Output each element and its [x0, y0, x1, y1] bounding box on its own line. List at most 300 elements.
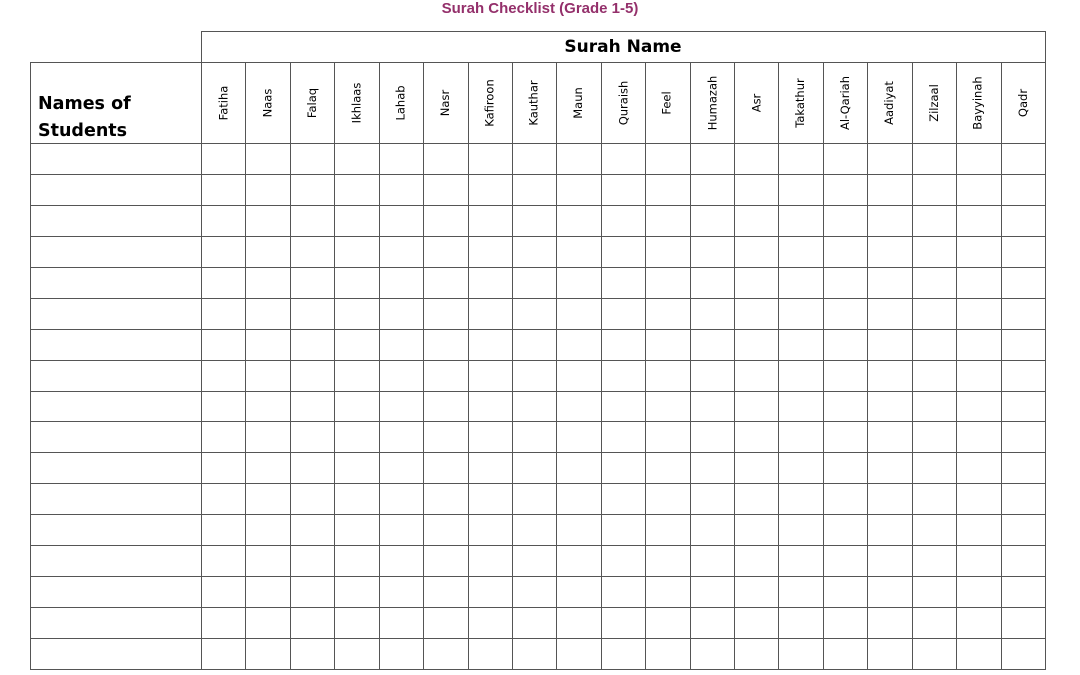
checklist-cell[interactable] — [201, 267, 245, 298]
checklist-cell[interactable] — [912, 236, 956, 267]
checklist-cell[interactable] — [778, 483, 823, 514]
checklist-cell[interactable] — [867, 514, 912, 545]
checklist-cell[interactable] — [245, 421, 290, 452]
checklist-cell[interactable] — [645, 483, 690, 514]
checklist-cell[interactable] — [734, 576, 778, 607]
checklist-cell[interactable] — [956, 174, 1001, 205]
checklist-cell[interactable] — [556, 545, 601, 576]
checklist-cell[interactable] — [645, 174, 690, 205]
checklist-cell[interactable] — [468, 205, 512, 236]
checklist-cell[interactable] — [690, 514, 734, 545]
checklist-cell[interactable] — [423, 607, 468, 638]
checklist-cell[interactable] — [956, 545, 1001, 576]
checklist-cell[interactable] — [867, 267, 912, 298]
checklist-cell[interactable] — [912, 267, 956, 298]
checklist-cell[interactable] — [601, 452, 645, 483]
checklist-cell[interactable] — [201, 483, 245, 514]
checklist-cell[interactable] — [778, 421, 823, 452]
checklist-cell[interactable] — [645, 514, 690, 545]
checklist-cell[interactable] — [556, 452, 601, 483]
checklist-cell[interactable] — [290, 638, 334, 669]
checklist-cell[interactable] — [734, 607, 778, 638]
checklist-cell[interactable] — [912, 638, 956, 669]
checklist-cell[interactable] — [379, 236, 423, 267]
checklist-cell[interactable] — [201, 514, 245, 545]
checklist-cell[interactable] — [912, 298, 956, 329]
checklist-cell[interactable] — [734, 298, 778, 329]
checklist-cell[interactable] — [512, 174, 556, 205]
checklist-cell[interactable] — [201, 174, 245, 205]
student-name-cell[interactable] — [30, 236, 201, 267]
checklist-cell[interactable] — [468, 329, 512, 360]
checklist-cell[interactable] — [778, 607, 823, 638]
student-name-cell[interactable] — [30, 607, 201, 638]
checklist-cell[interactable] — [468, 545, 512, 576]
checklist-cell[interactable] — [245, 267, 290, 298]
checklist-cell[interactable] — [290, 391, 334, 421]
checklist-cell[interactable] — [201, 545, 245, 576]
checklist-cell[interactable] — [690, 298, 734, 329]
checklist-cell[interactable] — [601, 298, 645, 329]
checklist-cell[interactable] — [468, 174, 512, 205]
checklist-cell[interactable] — [245, 391, 290, 421]
checklist-cell[interactable] — [867, 360, 912, 391]
checklist-cell[interactable] — [512, 205, 556, 236]
checklist-cell[interactable] — [201, 607, 245, 638]
student-name-cell[interactable] — [30, 329, 201, 360]
checklist-cell[interactable] — [1001, 576, 1045, 607]
checklist-cell[interactable] — [556, 205, 601, 236]
checklist-cell[interactable] — [867, 391, 912, 421]
checklist-cell[interactable] — [1001, 298, 1045, 329]
checklist-cell[interactable] — [556, 638, 601, 669]
checklist-cell[interactable] — [956, 236, 1001, 267]
checklist-cell[interactable] — [379, 576, 423, 607]
checklist-cell[interactable] — [245, 452, 290, 483]
checklist-cell[interactable] — [512, 545, 556, 576]
checklist-cell[interactable] — [290, 329, 334, 360]
checklist-cell[interactable] — [245, 174, 290, 205]
checklist-cell[interactable] — [468, 236, 512, 267]
checklist-cell[interactable] — [690, 329, 734, 360]
checklist-cell[interactable] — [645, 576, 690, 607]
checklist-cell[interactable] — [867, 607, 912, 638]
checklist-cell[interactable] — [912, 360, 956, 391]
checklist-cell[interactable] — [778, 452, 823, 483]
checklist-cell[interactable] — [423, 421, 468, 452]
checklist-cell[interactable] — [690, 360, 734, 391]
checklist-cell[interactable] — [1001, 638, 1045, 669]
checklist-cell[interactable] — [645, 298, 690, 329]
checklist-cell[interactable] — [468, 514, 512, 545]
checklist-cell[interactable] — [379, 205, 423, 236]
checklist-cell[interactable] — [956, 205, 1001, 236]
checklist-cell[interactable] — [556, 236, 601, 267]
checklist-cell[interactable] — [956, 298, 1001, 329]
checklist-cell[interactable] — [645, 638, 690, 669]
checklist-cell[interactable] — [290, 174, 334, 205]
checklist-cell[interactable] — [468, 143, 512, 174]
student-name-cell[interactable] — [30, 452, 201, 483]
checklist-cell[interactable] — [867, 298, 912, 329]
checklist-cell[interactable] — [556, 421, 601, 452]
checklist-cell[interactable] — [734, 514, 778, 545]
checklist-cell[interactable] — [601, 236, 645, 267]
checklist-cell[interactable] — [601, 205, 645, 236]
checklist-cell[interactable] — [334, 391, 379, 421]
checklist-cell[interactable] — [379, 483, 423, 514]
checklist-cell[interactable] — [556, 143, 601, 174]
checklist-cell[interactable] — [334, 452, 379, 483]
checklist-cell[interactable] — [245, 638, 290, 669]
checklist-cell[interactable] — [734, 236, 778, 267]
checklist-cell[interactable] — [601, 576, 645, 607]
student-name-cell[interactable] — [30, 514, 201, 545]
student-name-cell[interactable] — [30, 483, 201, 514]
checklist-cell[interactable] — [290, 205, 334, 236]
checklist-cell[interactable] — [245, 607, 290, 638]
checklist-cell[interactable] — [912, 421, 956, 452]
checklist-cell[interactable] — [423, 576, 468, 607]
checklist-cell[interactable] — [778, 236, 823, 267]
checklist-cell[interactable] — [956, 360, 1001, 391]
checklist-cell[interactable] — [823, 143, 867, 174]
student-name-cell[interactable] — [30, 267, 201, 298]
checklist-cell[interactable] — [201, 329, 245, 360]
checklist-cell[interactable] — [423, 514, 468, 545]
checklist-cell[interactable] — [645, 236, 690, 267]
checklist-cell[interactable] — [1001, 421, 1045, 452]
checklist-cell[interactable] — [379, 514, 423, 545]
checklist-cell[interactable] — [334, 514, 379, 545]
checklist-cell[interactable] — [423, 452, 468, 483]
checklist-cell[interactable] — [690, 391, 734, 421]
checklist-cell[interactable] — [601, 329, 645, 360]
checklist-cell[interactable] — [512, 143, 556, 174]
student-name-cell[interactable] — [30, 174, 201, 205]
checklist-cell[interactable] — [556, 360, 601, 391]
checklist-cell[interactable] — [290, 421, 334, 452]
checklist-cell[interactable] — [601, 638, 645, 669]
checklist-cell[interactable] — [334, 298, 379, 329]
checklist-cell[interactable] — [290, 576, 334, 607]
checklist-cell[interactable] — [379, 638, 423, 669]
checklist-cell[interactable] — [290, 514, 334, 545]
checklist-cell[interactable] — [423, 143, 468, 174]
checklist-cell[interactable] — [556, 483, 601, 514]
checklist-cell[interactable] — [601, 143, 645, 174]
checklist-cell[interactable] — [867, 174, 912, 205]
checklist-cell[interactable] — [423, 360, 468, 391]
checklist-cell[interactable] — [379, 545, 423, 576]
checklist-cell[interactable] — [1001, 391, 1045, 421]
checklist-cell[interactable] — [379, 143, 423, 174]
checklist-cell[interactable] — [290, 267, 334, 298]
checklist-cell[interactable] — [956, 329, 1001, 360]
checklist-cell[interactable] — [867, 329, 912, 360]
checklist-cell[interactable] — [201, 205, 245, 236]
checklist-cell[interactable] — [423, 267, 468, 298]
checklist-cell[interactable] — [734, 360, 778, 391]
checklist-cell[interactable] — [245, 143, 290, 174]
checklist-cell[interactable] — [468, 298, 512, 329]
checklist-cell[interactable] — [334, 576, 379, 607]
checklist-cell[interactable] — [645, 545, 690, 576]
checklist-cell[interactable] — [823, 545, 867, 576]
checklist-cell[interactable] — [778, 576, 823, 607]
checklist-cell[interactable] — [956, 143, 1001, 174]
checklist-cell[interactable] — [423, 391, 468, 421]
checklist-cell[interactable] — [778, 267, 823, 298]
checklist-cell[interactable] — [556, 391, 601, 421]
checklist-cell[interactable] — [912, 576, 956, 607]
checklist-cell[interactable] — [690, 267, 734, 298]
checklist-cell[interactable] — [334, 236, 379, 267]
checklist-cell[interactable] — [334, 638, 379, 669]
student-name-cell[interactable] — [30, 421, 201, 452]
checklist-cell[interactable] — [601, 360, 645, 391]
checklist-cell[interactable] — [734, 638, 778, 669]
checklist-cell[interactable] — [690, 421, 734, 452]
checklist-cell[interactable] — [290, 483, 334, 514]
checklist-cell[interactable] — [245, 545, 290, 576]
checklist-cell[interactable] — [512, 236, 556, 267]
checklist-cell[interactable] — [823, 267, 867, 298]
checklist-cell[interactable] — [1001, 360, 1045, 391]
checklist-cell[interactable] — [512, 576, 556, 607]
student-name-cell[interactable] — [30, 545, 201, 576]
checklist-cell[interactable] — [245, 576, 290, 607]
checklist-cell[interactable] — [912, 205, 956, 236]
checklist-cell[interactable] — [201, 576, 245, 607]
checklist-cell[interactable] — [245, 514, 290, 545]
checklist-cell[interactable] — [556, 576, 601, 607]
checklist-cell[interactable] — [512, 329, 556, 360]
checklist-cell[interactable] — [734, 205, 778, 236]
checklist-cell[interactable] — [778, 545, 823, 576]
checklist-cell[interactable] — [867, 205, 912, 236]
checklist-cell[interactable] — [912, 607, 956, 638]
checklist-cell[interactable] — [201, 143, 245, 174]
checklist-cell[interactable] — [290, 607, 334, 638]
checklist-cell[interactable] — [778, 298, 823, 329]
checklist-cell[interactable] — [556, 329, 601, 360]
checklist-cell[interactable] — [1001, 143, 1045, 174]
checklist-cell[interactable] — [734, 329, 778, 360]
checklist-cell[interactable] — [423, 638, 468, 669]
checklist-cell[interactable] — [823, 483, 867, 514]
student-name-cell[interactable] — [30, 205, 201, 236]
checklist-cell[interactable] — [334, 421, 379, 452]
checklist-cell[interactable] — [734, 391, 778, 421]
checklist-cell[interactable] — [379, 452, 423, 483]
checklist-cell[interactable] — [334, 267, 379, 298]
checklist-cell[interactable] — [778, 174, 823, 205]
checklist-cell[interactable] — [912, 143, 956, 174]
checklist-cell[interactable] — [690, 576, 734, 607]
checklist-cell[interactable] — [334, 329, 379, 360]
checklist-cell[interactable] — [601, 174, 645, 205]
checklist-cell[interactable] — [912, 483, 956, 514]
checklist-cell[interactable] — [867, 545, 912, 576]
checklist-cell[interactable] — [245, 298, 290, 329]
checklist-cell[interactable] — [512, 607, 556, 638]
checklist-cell[interactable] — [867, 638, 912, 669]
checklist-cell[interactable] — [290, 452, 334, 483]
checklist-cell[interactable] — [645, 143, 690, 174]
checklist-cell[interactable] — [912, 174, 956, 205]
checklist-cell[interactable] — [201, 360, 245, 391]
checklist-cell[interactable] — [956, 514, 1001, 545]
checklist-cell[interactable] — [734, 174, 778, 205]
checklist-cell[interactable] — [379, 391, 423, 421]
checklist-cell[interactable] — [290, 298, 334, 329]
checklist-cell[interactable] — [823, 360, 867, 391]
checklist-cell[interactable] — [512, 360, 556, 391]
checklist-cell[interactable] — [468, 638, 512, 669]
checklist-cell[interactable] — [690, 483, 734, 514]
checklist-cell[interactable] — [734, 483, 778, 514]
checklist-cell[interactable] — [867, 143, 912, 174]
checklist-cell[interactable] — [601, 267, 645, 298]
checklist-cell[interactable] — [379, 174, 423, 205]
checklist-cell[interactable] — [556, 174, 601, 205]
checklist-cell[interactable] — [1001, 267, 1045, 298]
checklist-cell[interactable] — [468, 452, 512, 483]
checklist-cell[interactable] — [601, 421, 645, 452]
checklist-cell[interactable] — [245, 360, 290, 391]
checklist-cell[interactable] — [468, 483, 512, 514]
checklist-cell[interactable] — [468, 360, 512, 391]
checklist-cell[interactable] — [778, 638, 823, 669]
checklist-cell[interactable] — [1001, 514, 1045, 545]
checklist-cell[interactable] — [867, 236, 912, 267]
checklist-cell[interactable] — [823, 452, 867, 483]
checklist-cell[interactable] — [201, 298, 245, 329]
checklist-cell[interactable] — [690, 607, 734, 638]
checklist-cell[interactable] — [245, 236, 290, 267]
student-name-cell[interactable] — [30, 360, 201, 391]
checklist-cell[interactable] — [778, 329, 823, 360]
checklist-cell[interactable] — [1001, 174, 1045, 205]
checklist-cell[interactable] — [823, 174, 867, 205]
checklist-cell[interactable] — [823, 391, 867, 421]
checklist-cell[interactable] — [334, 174, 379, 205]
checklist-cell[interactable] — [645, 360, 690, 391]
checklist-cell[interactable] — [956, 267, 1001, 298]
checklist-cell[interactable] — [379, 298, 423, 329]
checklist-cell[interactable] — [645, 205, 690, 236]
checklist-cell[interactable] — [379, 267, 423, 298]
checklist-cell[interactable] — [956, 452, 1001, 483]
checklist-cell[interactable] — [956, 391, 1001, 421]
checklist-cell[interactable] — [201, 452, 245, 483]
checklist-cell[interactable] — [1001, 205, 1045, 236]
checklist-cell[interactable] — [690, 205, 734, 236]
checklist-cell[interactable] — [290, 236, 334, 267]
checklist-cell[interactable] — [912, 329, 956, 360]
checklist-cell[interactable] — [1001, 607, 1045, 638]
checklist-cell[interactable] — [379, 421, 423, 452]
checklist-cell[interactable] — [290, 143, 334, 174]
checklist-cell[interactable] — [556, 514, 601, 545]
checklist-cell[interactable] — [290, 545, 334, 576]
checklist-cell[interactable] — [423, 298, 468, 329]
checklist-cell[interactable] — [912, 545, 956, 576]
checklist-cell[interactable] — [512, 421, 556, 452]
checklist-cell[interactable] — [867, 421, 912, 452]
checklist-cell[interactable] — [867, 576, 912, 607]
checklist-cell[interactable] — [734, 452, 778, 483]
checklist-cell[interactable] — [334, 360, 379, 391]
checklist-cell[interactable] — [778, 514, 823, 545]
checklist-cell[interactable] — [645, 607, 690, 638]
checklist-cell[interactable] — [823, 576, 867, 607]
checklist-cell[interactable] — [956, 576, 1001, 607]
checklist-cell[interactable] — [823, 205, 867, 236]
checklist-cell[interactable] — [645, 421, 690, 452]
checklist-cell[interactable] — [690, 545, 734, 576]
checklist-cell[interactable] — [468, 267, 512, 298]
checklist-cell[interactable] — [201, 421, 245, 452]
checklist-cell[interactable] — [512, 452, 556, 483]
checklist-cell[interactable] — [512, 514, 556, 545]
checklist-cell[interactable] — [823, 329, 867, 360]
checklist-cell[interactable] — [334, 205, 379, 236]
checklist-cell[interactable] — [912, 391, 956, 421]
checklist-cell[interactable] — [512, 267, 556, 298]
checklist-cell[interactable] — [423, 205, 468, 236]
checklist-cell[interactable] — [823, 638, 867, 669]
checklist-cell[interactable] — [1001, 452, 1045, 483]
checklist-cell[interactable] — [1001, 483, 1045, 514]
checklist-cell[interactable] — [778, 143, 823, 174]
checklist-cell[interactable] — [956, 607, 1001, 638]
checklist-cell[interactable] — [956, 483, 1001, 514]
checklist-cell[interactable] — [512, 638, 556, 669]
checklist-cell[interactable] — [734, 421, 778, 452]
checklist-cell[interactable] — [423, 545, 468, 576]
checklist-cell[interactable] — [556, 607, 601, 638]
checklist-cell[interactable] — [1001, 545, 1045, 576]
checklist-cell[interactable] — [823, 236, 867, 267]
checklist-cell[interactable] — [1001, 329, 1045, 360]
checklist-cell[interactable] — [912, 452, 956, 483]
checklist-cell[interactable] — [823, 514, 867, 545]
checklist-cell[interactable] — [423, 483, 468, 514]
checklist-cell[interactable] — [512, 391, 556, 421]
checklist-cell[interactable] — [468, 576, 512, 607]
checklist-cell[interactable] — [601, 607, 645, 638]
checklist-cell[interactable] — [334, 545, 379, 576]
checklist-cell[interactable] — [601, 514, 645, 545]
checklist-cell[interactable] — [201, 638, 245, 669]
checklist-cell[interactable] — [290, 360, 334, 391]
checklist-cell[interactable] — [778, 360, 823, 391]
checklist-cell[interactable] — [1001, 236, 1045, 267]
student-name-cell[interactable] — [30, 298, 201, 329]
checklist-cell[interactable] — [245, 205, 290, 236]
checklist-cell[interactable] — [778, 205, 823, 236]
checklist-cell[interactable] — [423, 329, 468, 360]
checklist-cell[interactable] — [379, 607, 423, 638]
checklist-cell[interactable] — [823, 607, 867, 638]
checklist-cell[interactable] — [245, 483, 290, 514]
student-name-cell[interactable] — [30, 391, 201, 421]
student-name-cell[interactable] — [30, 576, 201, 607]
checklist-cell[interactable] — [645, 267, 690, 298]
checklist-cell[interactable] — [601, 483, 645, 514]
